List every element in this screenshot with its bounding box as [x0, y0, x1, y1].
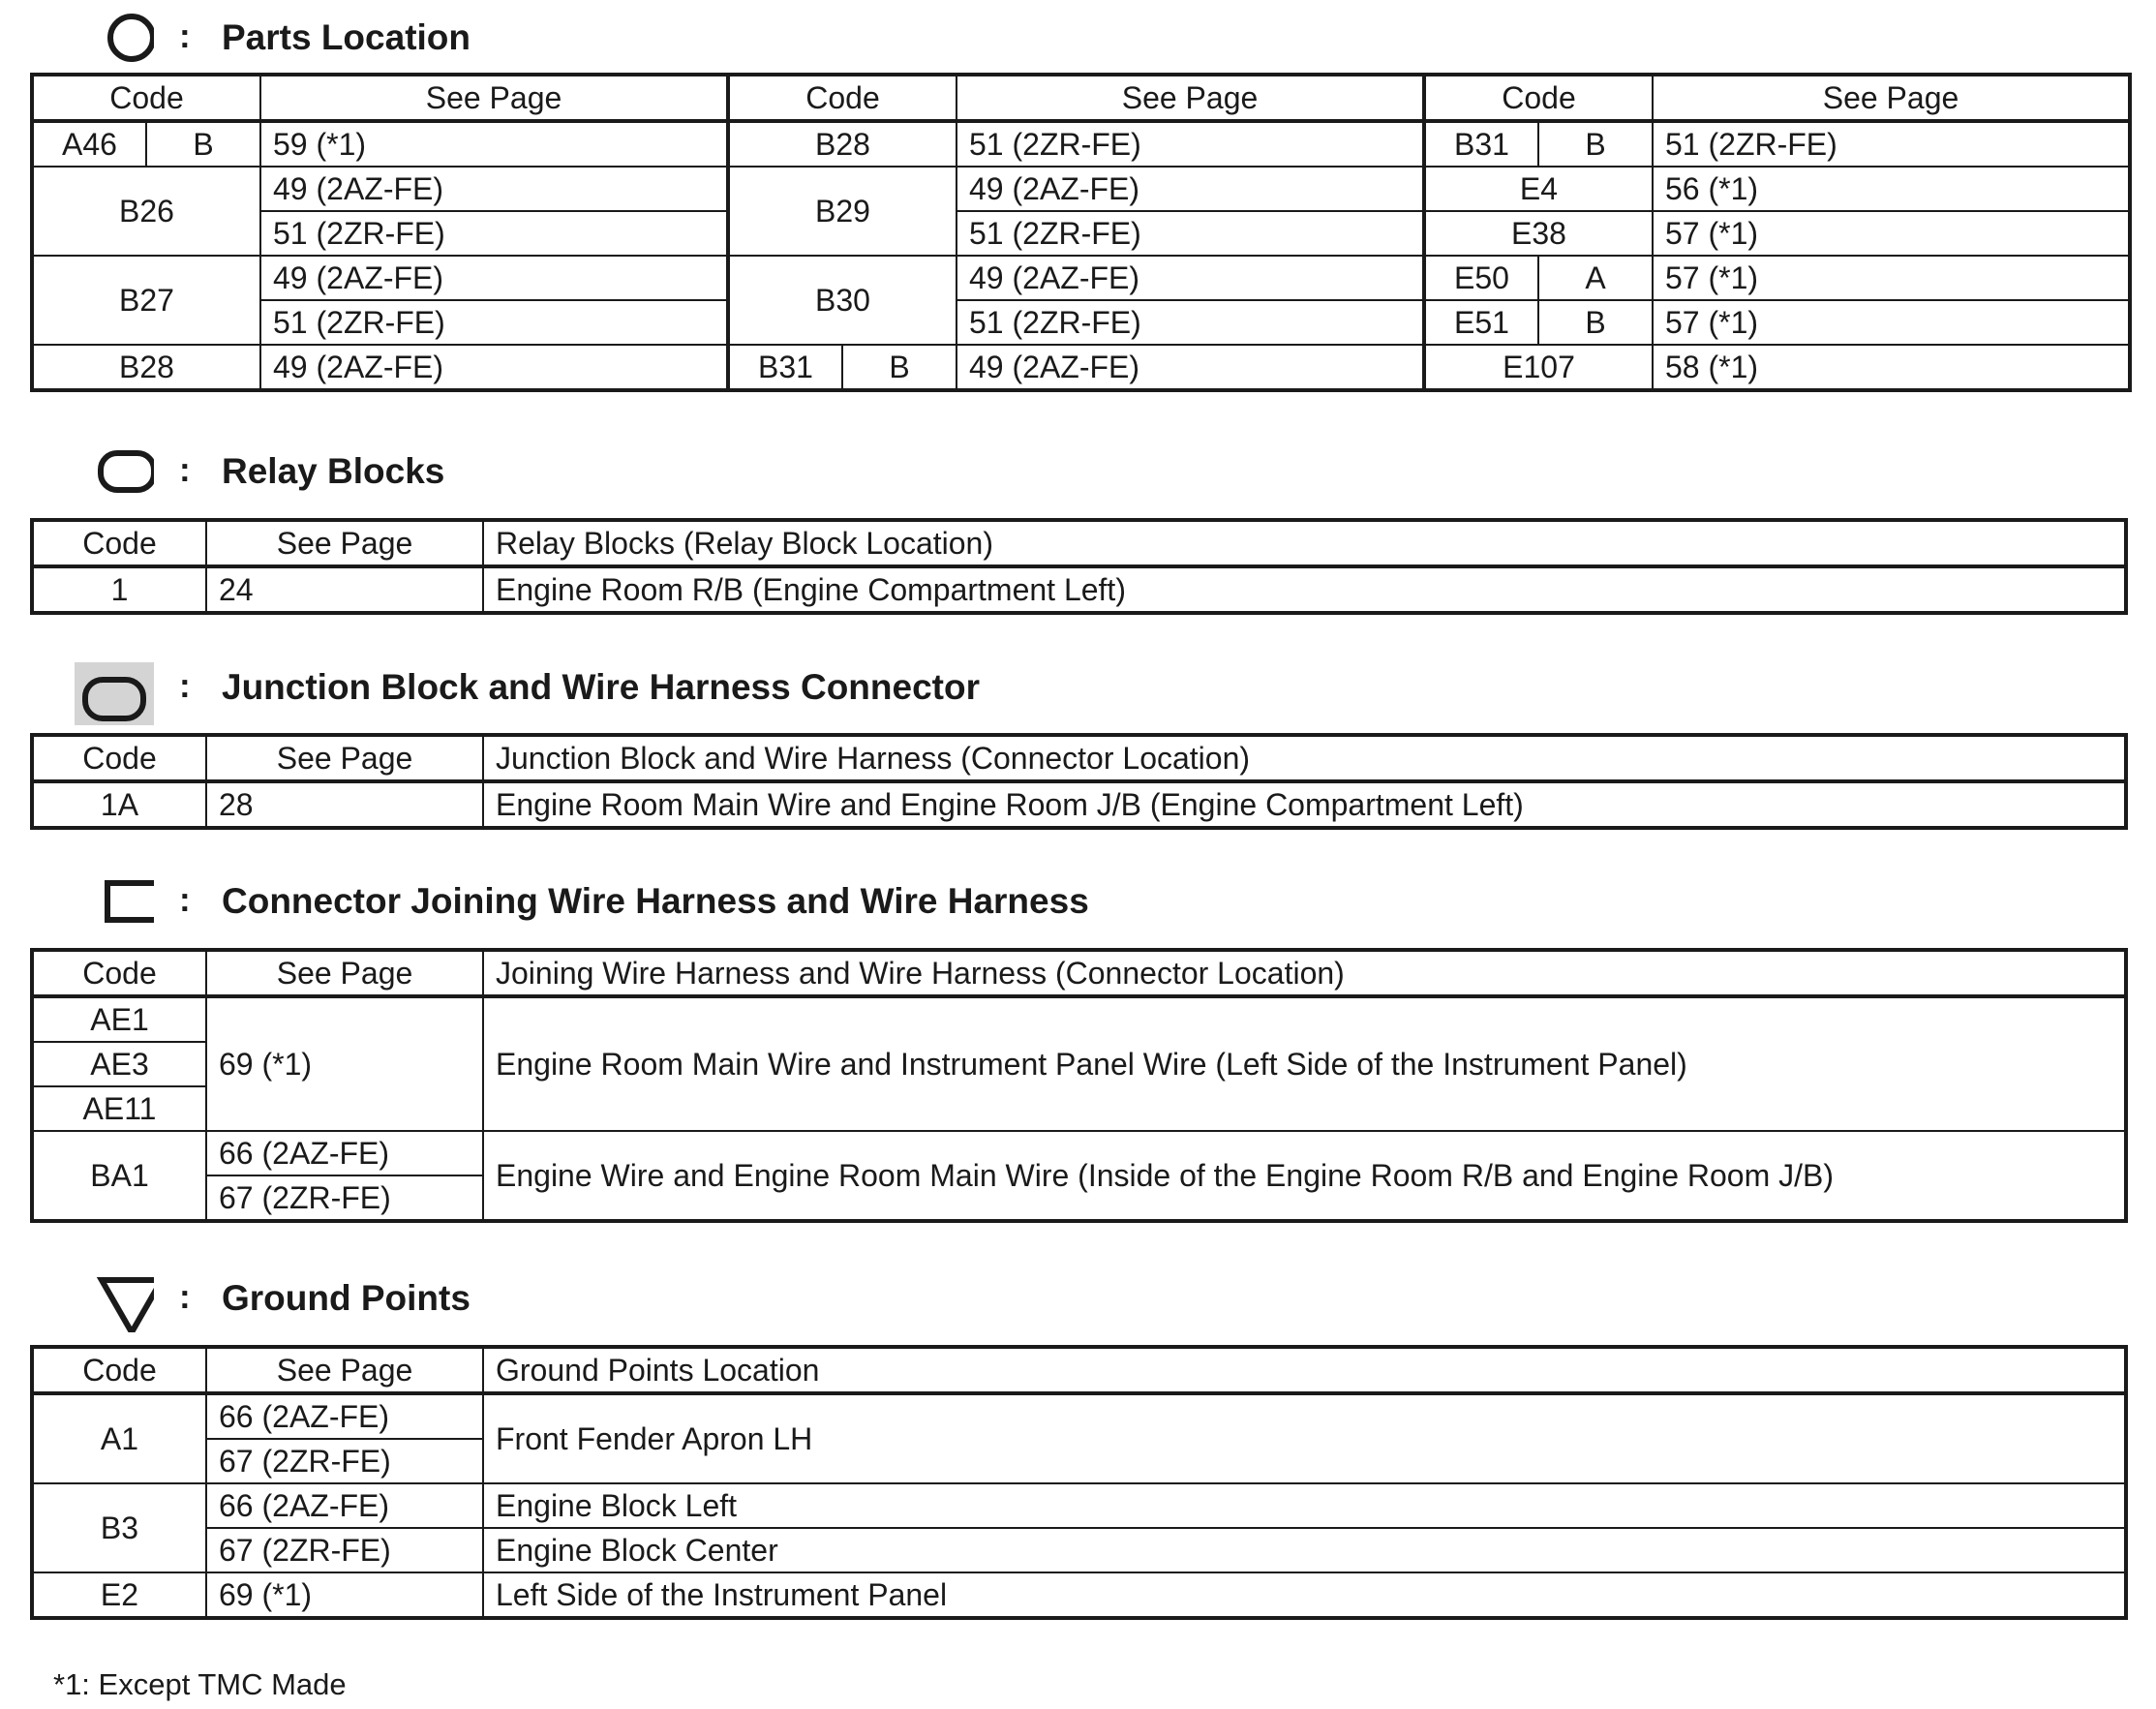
table-row [32, 121, 2130, 167]
rectangle-symbol-icon [67, 875, 154, 928]
page-cell: 67 (2ZR-FE) [206, 1528, 483, 1572]
table-row [32, 1528, 2126, 1572]
sub-code-cell: B [146, 121, 260, 167]
header-cell: Code [32, 520, 206, 566]
page-cell: 51 (2ZR-FE) [957, 211, 1424, 256]
connector-joining-table [30, 948, 2128, 1223]
ground-points-heading [30, 1272, 1192, 1325]
page-cell: 51 (2ZR-FE) [260, 211, 728, 256]
table-header-row [32, 950, 2126, 996]
colon: : [179, 1278, 191, 1316]
header-cell: Code [728, 75, 957, 121]
page-cell: 49 (2AZ-FE) [260, 167, 728, 211]
section-title: Relay Blocks [222, 451, 445, 491]
section-title: Ground Points [222, 1278, 471, 1318]
code-cell: E107 [1424, 345, 1653, 390]
page-cell: 51 (2ZR-FE) [957, 300, 1424, 345]
header-cell: See Page [206, 520, 483, 566]
table-header-row [32, 520, 2126, 566]
code-cell: B3 [32, 1483, 206, 1572]
page-cell: 56 (*1) [1653, 167, 2130, 211]
code-cell: B31 [1424, 121, 1538, 167]
description-cell: Engine Room Main Wire and Instrument Panel Wire (Left Side of the Instrument Panel) [483, 996, 2126, 1131]
shaded-rounded-rect-symbol-icon [67, 652, 154, 725]
code-cell: A1 [32, 1393, 206, 1483]
parts-location-table [30, 73, 2132, 392]
code-cell: E51 [1424, 300, 1538, 345]
rounded-rect-symbol-icon [67, 445, 154, 498]
description-cell: Engine Block Left [483, 1483, 2126, 1528]
code-cell: E38 [1424, 211, 1653, 256]
sub-code-cell: A [1538, 256, 1653, 300]
code-cell: B30 [728, 256, 957, 345]
header-cell: See Page [1653, 75, 2130, 121]
page-cell: 49 (2AZ-FE) [957, 345, 1424, 390]
code-cell: B28 [728, 121, 957, 167]
ground-points-table [30, 1345, 2128, 1620]
code-cell: B29 [728, 167, 957, 256]
header-cell: Code [1424, 75, 1653, 121]
header-cell: Code [32, 1347, 206, 1393]
colon: : [179, 667, 191, 705]
page-cell: 57 (*1) [1653, 211, 2130, 256]
code-cell: B27 [32, 256, 260, 345]
page-cell: 49 (2AZ-FE) [260, 345, 728, 390]
header-cell: Relay Blocks (Relay Block Location) [483, 520, 2126, 566]
section-title: Junction Block and Wire Harness Connector [222, 667, 980, 707]
description-cell: Engine Room Main Wire and Engine Room J/B (Engine Compartment Left) [483, 781, 2126, 828]
code-cell: BA1 [32, 1131, 206, 1221]
description-cell: Engine Room R/B (Engine Compartment Left) [483, 566, 2126, 613]
page-cell: 49 (2AZ-FE) [260, 256, 728, 300]
page-cell: 67 (2ZR-FE) [206, 1175, 483, 1221]
table-row [32, 781, 2126, 828]
description-cell: Engine Wire and Engine Room Main Wire (Inside of the Engine Room R/B and Engine Room J/B) [483, 1131, 2126, 1221]
header-cell: Ground Points Location [483, 1347, 2126, 1393]
connector-joining-heading [30, 875, 1192, 928]
code-cell: 1A [32, 781, 206, 828]
page-cell: 57 (*1) [1653, 300, 2130, 345]
header-cell: See Page [206, 735, 483, 781]
page-cell: 66 (2AZ-FE) [206, 1393, 483, 1439]
code-cell: A46 [32, 121, 146, 167]
description-cell: Front Fender Apron LH [483, 1393, 2126, 1483]
table-header-row [32, 735, 2126, 781]
sub-code-cell: B [1538, 121, 1653, 167]
section-title: Connector Joining Wire Harness and Wire Harness [222, 881, 1089, 921]
colon: : [179, 451, 191, 489]
header-cell: See Page [206, 1347, 483, 1393]
page-cell: 51 (2ZR-FE) [957, 121, 1424, 167]
description-cell: Left Side of the Instrument Panel [483, 1572, 2126, 1618]
page-cell: 59 (*1) [260, 121, 728, 167]
table-row [32, 211, 2130, 256]
header-cell: Code [32, 75, 260, 121]
table-row [32, 256, 2130, 300]
junction-block-table [30, 733, 2128, 830]
code-cell: AE11 [32, 1086, 206, 1131]
code-cell: E4 [1424, 167, 1653, 211]
header-cell: Code [32, 735, 206, 781]
relay-blocks-table [30, 518, 2128, 615]
description-cell: Engine Block Center [483, 1528, 2126, 1572]
parts-location-heading [30, 12, 1192, 64]
header-cell: See Page [957, 75, 1424, 121]
colon: : [179, 881, 191, 919]
junction-block-heading [30, 661, 1192, 714]
page-cell: 67 (2ZR-FE) [206, 1439, 483, 1483]
page-cell: 49 (2AZ-FE) [957, 167, 1424, 211]
code-cell: B26 [32, 167, 260, 256]
page-cell: 24 [206, 566, 483, 613]
footnote: *1: Except TMC Made [53, 1667, 347, 1701]
page-cell: 57 (*1) [1653, 256, 2130, 300]
page-cell: 58 (*1) [1653, 345, 2130, 390]
table-header-row [32, 75, 2130, 121]
code-cell: B31 [728, 345, 842, 390]
page-cell: 69 (*1) [206, 996, 483, 1131]
table-row [32, 300, 2130, 345]
table-row [32, 167, 2130, 211]
circle-symbol-icon [67, 12, 154, 64]
table-row [32, 1393, 2126, 1439]
table-header-row [32, 1347, 2126, 1393]
page-cell: 51 (2ZR-FE) [1653, 121, 2130, 167]
page-cell: 51 (2ZR-FE) [260, 300, 728, 345]
header-cell: Code [32, 950, 206, 996]
header-cell: Joining Wire Harness and Wire Harness (Connector Location) [483, 950, 2126, 996]
page-cell: 49 (2AZ-FE) [957, 256, 1424, 300]
relay-blocks-heading [30, 445, 1192, 498]
code-cell: AE1 [32, 996, 206, 1042]
sub-code-cell: B [842, 345, 957, 390]
code-cell: E2 [32, 1572, 206, 1618]
code-cell: E50 [1424, 256, 1538, 300]
table-row [32, 1572, 2126, 1618]
code-cell: B28 [32, 345, 260, 390]
page-cell: 28 [206, 781, 483, 828]
table-row [32, 1131, 2126, 1175]
page-cell: 66 (2AZ-FE) [206, 1131, 483, 1175]
code-cell: 1 [32, 566, 206, 613]
header-cell: See Page [206, 950, 483, 996]
page-cell: 69 (*1) [206, 1572, 483, 1618]
table-row [32, 566, 2126, 613]
colon: : [179, 17, 191, 55]
sub-code-cell: B [1538, 300, 1653, 345]
table-row [32, 345, 2130, 390]
header-cell: See Page [260, 75, 728, 121]
header-cell: Junction Block and Wire Harness (Connector Location) [483, 735, 2126, 781]
page-cell: 66 (2AZ-FE) [206, 1483, 483, 1528]
table-row [32, 1483, 2126, 1528]
code-cell: AE3 [32, 1042, 206, 1086]
table-row [32, 996, 2126, 1042]
section-title: Parts Location [222, 17, 471, 57]
triangle-symbol-icon [67, 1268, 154, 1332]
